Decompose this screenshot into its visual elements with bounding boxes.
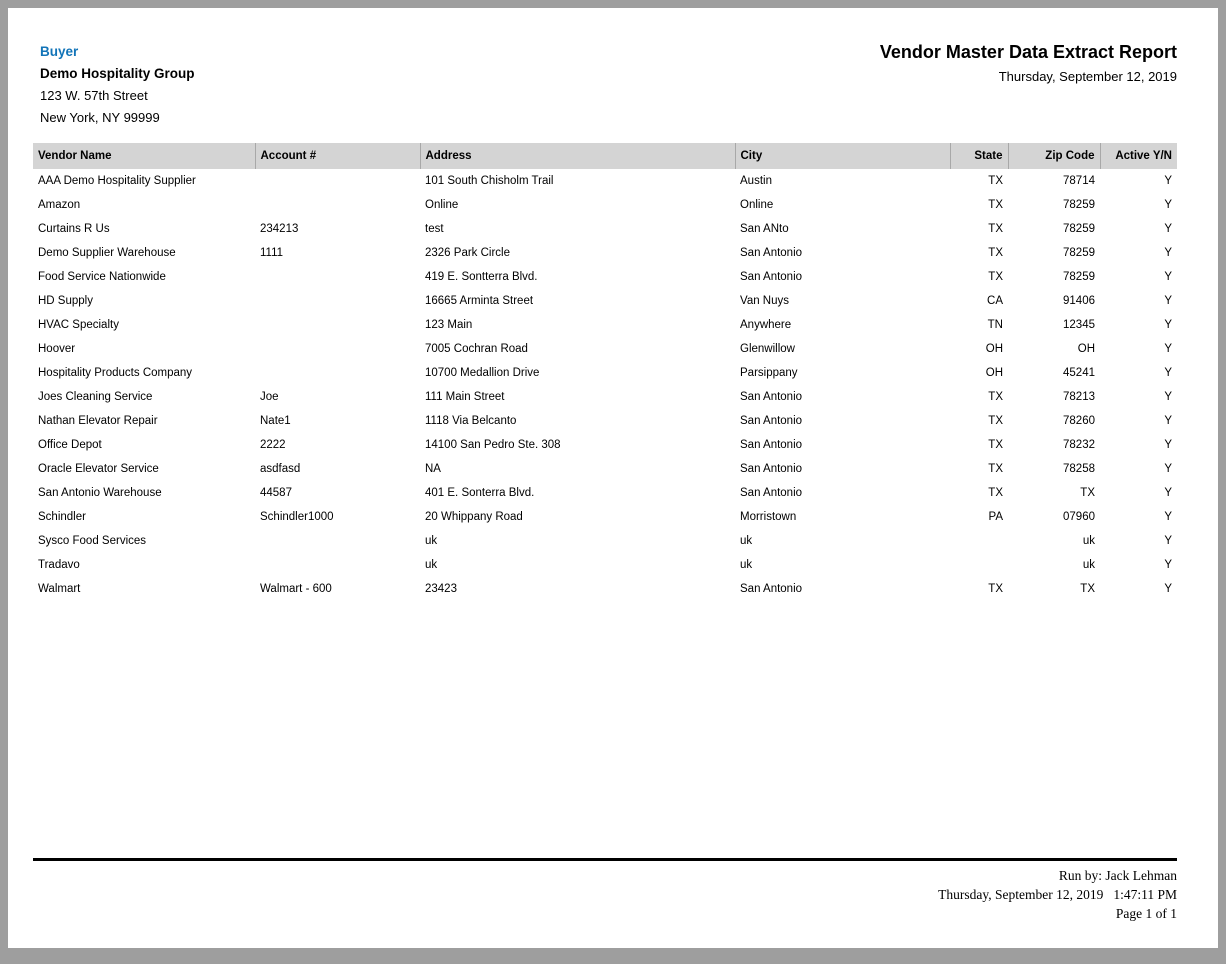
table-cell: Y — [1164, 415, 1172, 427]
vendor-table — [33, 143, 1177, 601]
table-cell: Y — [1164, 175, 1172, 187]
table-row — [33, 193, 1177, 217]
table-cell: San Antonio Warehouse — [38, 487, 162, 499]
table-cell: OH — [1077, 343, 1095, 355]
table-cell: Schindler — [38, 511, 86, 523]
table-row — [33, 577, 1177, 601]
table-cell: Y — [1164, 559, 1172, 571]
table-cell: Y — [1164, 295, 1172, 307]
table-cell: TX — [988, 487, 1003, 499]
table-cell: 78259 — [1063, 271, 1095, 283]
table-cell — [950, 529, 1008, 553]
table-row — [33, 433, 1177, 457]
table-cell: Office Depot — [38, 439, 102, 451]
table-cell: 07960 — [1063, 511, 1095, 523]
table-cell: Oracle Elevator Service — [38, 463, 159, 475]
table-cell: Y — [1164, 535, 1172, 547]
table-cell: Y — [1164, 271, 1172, 283]
table-cell: uk — [740, 559, 753, 571]
table-cell: Van Nuys — [740, 295, 790, 307]
table-cell — [255, 265, 420, 289]
report-footer — [938, 866, 1177, 923]
table-cell: Glenwillow — [740, 343, 795, 355]
table-cell — [255, 553, 420, 577]
table-row — [33, 457, 1177, 481]
table-cell: 14100 San Pedro Ste. 308 — [425, 439, 561, 451]
table-cell: CA — [987, 295, 1003, 307]
table-header-row — [33, 143, 1177, 169]
table-cell: Y — [1164, 343, 1172, 355]
table-cell: Sysco Food Services — [38, 535, 147, 547]
table-cell: Walmart — [38, 583, 81, 595]
table-cell: test — [425, 223, 444, 235]
table-row — [33, 409, 1177, 433]
table-cell: San Antonio — [740, 583, 803, 595]
table-cell: TX — [988, 271, 1003, 283]
table-cell: TX — [988, 175, 1003, 187]
title-block — [880, 41, 1177, 88]
table-cell: 401 E. Sonterra Blvd. — [425, 487, 535, 499]
table-cell: San Antonio — [740, 463, 803, 475]
table-cell: San Antonio — [740, 487, 803, 499]
table-cell: 2326 Park Circle — [425, 247, 511, 259]
table-cell: Amazon — [38, 199, 81, 211]
table-cell: San Antonio — [740, 415, 803, 427]
report-title: Vendor Master Data Extract Report — [879, 42, 1177, 62]
table-cell: 111 Main Street — [425, 391, 505, 403]
table-cell: Demo Supplier Warehouse — [38, 247, 176, 259]
table-cell: Online — [425, 199, 459, 211]
table-cell: Hospitality Products Company — [38, 367, 193, 379]
table-cell: 78232 — [1063, 439, 1095, 451]
table-cell: 123 Main — [425, 319, 473, 331]
table-cell: TX — [988, 199, 1003, 211]
column-header-city: City — [735, 143, 950, 169]
table-cell: Anywhere — [740, 319, 792, 331]
table-cell: 20 Whippany Road — [425, 511, 523, 523]
table-cell: Y — [1164, 199, 1172, 211]
table-cell: 10700 Medallion Drive — [425, 367, 540, 379]
table-cell: TX — [988, 415, 1003, 427]
table-cell: 23423 — [425, 583, 457, 595]
table-cell — [255, 289, 420, 313]
table-row — [33, 169, 1177, 193]
table-cell — [255, 337, 420, 361]
table-cell: 78259 — [1063, 223, 1095, 235]
table-cell: TX — [988, 583, 1003, 595]
table-row — [33, 361, 1177, 385]
table-cell: TX — [988, 247, 1003, 259]
table-cell: Joes Cleaning Service — [38, 391, 153, 403]
table-row — [33, 241, 1177, 265]
table-cell: 44587 — [260, 487, 292, 499]
table-cell: 45241 — [1063, 367, 1095, 379]
table-cell: uk — [1082, 535, 1095, 547]
table-cell: Morristown — [740, 511, 797, 523]
column-header-active-y-n: Active Y/N — [1100, 143, 1177, 169]
table-cell: San Antonio — [740, 391, 803, 403]
table-cell: Y — [1164, 439, 1172, 451]
table-cell: asdfasd — [260, 463, 301, 475]
table-row — [33, 265, 1177, 289]
table-cell: San Antonio — [740, 271, 803, 283]
table-cell: Y — [1164, 391, 1172, 403]
table-cell: uk — [425, 535, 438, 547]
table-cell: AAA Demo Hospitality Supplier — [38, 175, 196, 187]
table-cell: PA — [988, 511, 1003, 523]
table-row — [33, 481, 1177, 505]
table-cell: Walmart - 600 — [260, 583, 332, 595]
report-date: Thursday, September 12, 2019 — [998, 69, 1177, 84]
table-cell: HVAC Specialty — [38, 319, 119, 331]
table-cell: OH — [985, 343, 1003, 355]
table-cell: 419 E. Sontterra Blvd. — [425, 271, 538, 283]
table-cell: 234213 — [260, 223, 299, 235]
table-row — [33, 385, 1177, 409]
table-row — [33, 313, 1177, 337]
table-cell: uk — [425, 559, 438, 571]
table-cell: 12345 — [1063, 319, 1095, 331]
table-cell: San Antonio — [740, 439, 803, 451]
page-number: Page 1 of 1 — [1115, 906, 1177, 921]
table-cell: Joe — [260, 391, 279, 403]
table-cell: Y — [1164, 319, 1172, 331]
table-cell — [255, 313, 420, 337]
column-header-zip-code: Zip Code — [1008, 143, 1100, 169]
table-cell — [255, 361, 420, 385]
footer-date: Thursday, September 12, 2019 — [938, 887, 1104, 902]
table-cell: Online — [740, 199, 774, 211]
footer-datetime — [938, 885, 1177, 904]
table-cell: 78213 — [1063, 391, 1095, 403]
table-cell: 1118 Via Belcanto — [425, 415, 517, 427]
table-cell: San Antonio — [740, 247, 803, 259]
table-row — [33, 289, 1177, 313]
table-cell: 101 South Chisholm Trail — [425, 175, 554, 187]
table-cell: 91406 — [1063, 295, 1095, 307]
table-row — [33, 505, 1177, 529]
table-cell: 78259 — [1063, 199, 1095, 211]
table-cell: TX — [988, 463, 1003, 475]
table-cell: Nate1 — [260, 415, 291, 427]
table-cell: Y — [1164, 223, 1172, 235]
table-cell: Nathan Elevator Repair — [38, 415, 158, 427]
table-cell: Y — [1164, 247, 1172, 259]
table-row — [33, 217, 1177, 241]
column-header-account: Account # — [255, 143, 420, 169]
table-cell: OH — [985, 367, 1003, 379]
table-cell: TX — [988, 223, 1003, 235]
table-cell — [255, 193, 420, 217]
table-cell: Schindler1000 — [260, 511, 334, 523]
run-by-text: Run by: Jack Lehman — [1058, 868, 1177, 883]
report-page — [8, 8, 1218, 948]
table-cell — [950, 553, 1008, 577]
table-cell: 1111 — [260, 247, 284, 259]
table-cell: Y — [1164, 367, 1172, 379]
table-row — [33, 553, 1177, 577]
table-cell: Hoover — [38, 343, 76, 355]
buyer-company-name: Demo Hospitality Group — [40, 66, 195, 81]
table-cell: Parsippany — [740, 367, 798, 379]
table-cell: Y — [1164, 487, 1172, 499]
table-cell: 78260 — [1063, 415, 1095, 427]
table-cell: TX — [1080, 487, 1095, 499]
table-cell: 16665 Arminta Street — [425, 295, 534, 307]
table-cell: 78714 — [1063, 175, 1095, 187]
table-cell: 78259 — [1063, 247, 1095, 259]
table-cell: TX — [1080, 583, 1095, 595]
table-cell — [255, 529, 420, 553]
column-header-address: Address — [420, 143, 735, 169]
table-cell: San ANto — [740, 223, 789, 235]
column-header-vendor-name: Vendor Name — [33, 143, 255, 169]
table-cell: uk — [740, 535, 753, 547]
table-cell: TX — [988, 391, 1003, 403]
table-cell: Y — [1164, 583, 1172, 595]
footer-time: 1:47:11 PM — [1113, 887, 1177, 902]
table-cell: Food Service Nationwide — [38, 271, 166, 283]
table-cell: Curtains R Us — [38, 223, 110, 235]
buyer-label: Buyer — [40, 44, 79, 59]
table-cell: TN — [987, 319, 1003, 331]
table-cell: 7005 Cochran Road — [425, 343, 528, 355]
table-row — [33, 337, 1177, 361]
column-header-state: State — [950, 143, 1008, 169]
buyer-address-line2: New York, NY 99999 — [40, 110, 160, 125]
footer-divider — [33, 858, 1177, 861]
table-cell: NA — [425, 463, 441, 475]
table-cell — [255, 169, 420, 193]
table-cell: Y — [1164, 463, 1172, 475]
table-row — [33, 529, 1177, 553]
buyer-address-line1: 123 W. 57th Street — [40, 88, 148, 103]
table-cell: TX — [988, 439, 1003, 451]
table-cell: 2222 — [260, 439, 286, 451]
table-cell: 78258 — [1063, 463, 1095, 475]
table-cell: Y — [1164, 511, 1172, 523]
table-cell: uk — [1082, 559, 1095, 571]
table-cell: Tradavo — [38, 559, 80, 571]
table-cell: Austin — [740, 175, 772, 187]
table-cell: HD Supply — [38, 295, 93, 307]
